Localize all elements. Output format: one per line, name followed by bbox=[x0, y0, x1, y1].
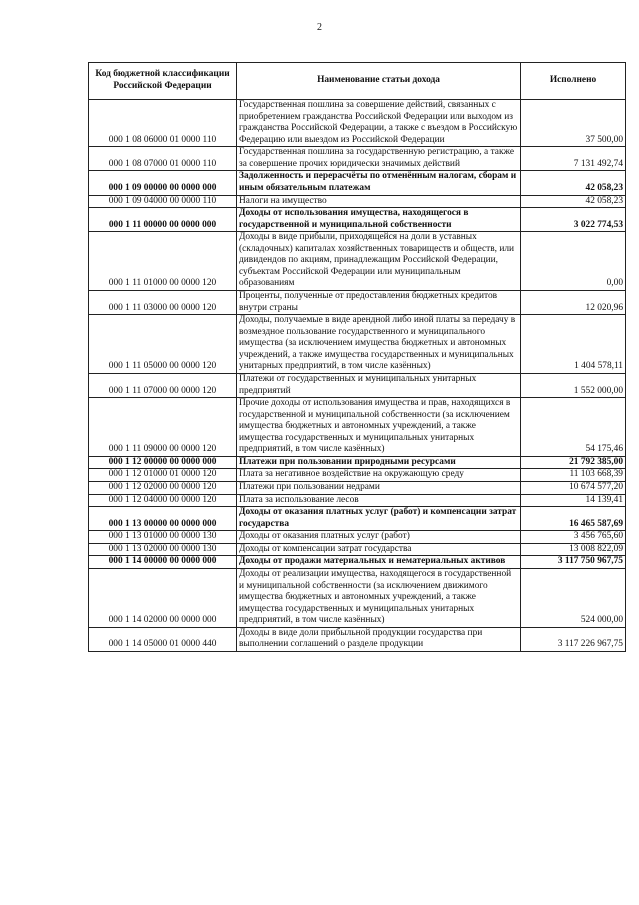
row-amount: 12 020,96 bbox=[521, 291, 626, 315]
row-amount: 37 500,00 bbox=[521, 100, 626, 147]
header-executed: Исполнено bbox=[521, 63, 626, 100]
page-number: 2 bbox=[317, 22, 322, 33]
row-code: 000 1 08 06000 01 0000 110 bbox=[89, 100, 237, 147]
row-name: Задолженность и перерасчёты по отменённым налогам, сборам и иным обязательным платежам bbox=[237, 171, 521, 195]
row-name: Доходы от продажи материальных и нематериальных активов bbox=[237, 556, 521, 569]
row-name: Доходы от компенсации затрат государства bbox=[237, 543, 521, 556]
row-amount: 3 117 750 967,75 bbox=[521, 556, 626, 569]
table-row bbox=[89, 232, 626, 291]
row-name: Прочие доходы от использования имущества и прав, находящихся в государственной и муниципальной собственности (за исключением имущества бюджетных и автономных учреждений, а также имущества государственных и муниципальных унитарных предприятий, в том числе казённых) bbox=[237, 398, 521, 457]
row-code: 000 1 14 02000 00 0000 000 bbox=[89, 568, 237, 627]
row-amount: 1 552 000,00 bbox=[521, 373, 626, 397]
header-name: Наименование статьи дохода bbox=[237, 63, 521, 100]
row-name: Налоги на имущество bbox=[237, 195, 521, 208]
row-code: 000 1 11 09000 00 0000 120 bbox=[89, 398, 237, 457]
row-name: Доходы от реализации имущества, находящегося в государственной и муниципальной собственности (за исключением движимого имущества бюджетных и автономных учреждений, а также имущества государственных и муниципальных унитарных предприятий, в том числе казённых) bbox=[237, 568, 521, 627]
row-name: Доходы от оказания платных услуг (работ) bbox=[237, 531, 521, 544]
row-name: Государственная пошлина за государственную регистрацию, а также за совершение прочих юридически значимых действий bbox=[237, 147, 521, 171]
row-amount: 10 674 577,20 bbox=[521, 482, 626, 495]
row-code: 000 1 09 04000 00 0000 110 bbox=[89, 195, 237, 208]
row-name: Доходы в виде доли прибыльной продукции государства при выполнении соглашений о разделе продукции bbox=[237, 627, 521, 651]
row-code: 000 1 14 00000 00 0000 000 bbox=[89, 556, 237, 569]
revenue-table bbox=[88, 62, 626, 652]
row-name: Доходы от использования имущества, находящегося в государственной и муниципальной собственности bbox=[237, 208, 521, 232]
row-code: 000 1 08 07000 01 0000 110 bbox=[89, 147, 237, 171]
table-header-row bbox=[89, 63, 626, 100]
row-amount: 3 117 226 967,75 bbox=[521, 627, 626, 651]
row-code: 000 1 11 00000 00 0000 000 bbox=[89, 208, 237, 232]
row-name: Проценты, полученные от предоставления бюджетных кредитов внутри страны bbox=[237, 291, 521, 315]
row-amount: 1 404 578,11 bbox=[521, 315, 626, 374]
row-amount: 7 131 492,74 bbox=[521, 147, 626, 171]
row-amount: 21 792 385,00 bbox=[521, 456, 626, 469]
row-name: Платежи при пользовании недрами bbox=[237, 482, 521, 495]
table-row bbox=[89, 494, 626, 507]
table-row bbox=[89, 482, 626, 495]
row-code: 000 1 09 00000 00 0000 000 bbox=[89, 171, 237, 195]
row-amount: 42 058,23 bbox=[521, 171, 626, 195]
table-row bbox=[89, 208, 626, 232]
row-amount: 0,00 bbox=[521, 232, 626, 291]
table-row bbox=[89, 291, 626, 315]
row-amount: 524 000,00 bbox=[521, 568, 626, 627]
table-row bbox=[89, 315, 626, 374]
table-row bbox=[89, 507, 626, 531]
row-name: Государственная пошлина за совершение действий, связанных с приобретением гражданства Российской Федерации или выходом из гражданства Российской Федерации, а также с въездом в Российскую Федерацию или выездом из Российской Федерации bbox=[237, 100, 521, 147]
row-name: Плата за негативное воздействие на окружающую среду bbox=[237, 469, 521, 482]
row-name: Доходы, получаемые в виде арендной либо иной платы за передачу в возмездное пользование государственного и муниципального имущества (за исключением имущества бюджетных и автономных учреждений, а также имущества государственных и муниципальных унитарных предприятий, в том числе казённых) bbox=[237, 315, 521, 374]
table-row bbox=[89, 398, 626, 457]
row-amount: 14 139,41 bbox=[521, 494, 626, 507]
table-row bbox=[89, 556, 626, 569]
row-name: Доходы в виде прибыли, приходящейся на доли в уставных (складочных) капиталах хозяйственных товариществ и обществ, или дивидендов по акциям, принадлежащим Российской Федерации, субъектам Российской Федерации или муниципальным образованиям bbox=[237, 232, 521, 291]
row-code: 000 1 11 05000 00 0000 120 bbox=[89, 315, 237, 374]
row-amount: 3 022 774,53 bbox=[521, 208, 626, 232]
row-code: 000 1 13 02000 00 0000 130 bbox=[89, 543, 237, 556]
row-name: Плата за использование лесов bbox=[237, 494, 521, 507]
table-row bbox=[89, 171, 626, 195]
row-code: 000 1 12 02000 00 0000 120 bbox=[89, 482, 237, 495]
row-code: 000 1 12 04000 00 0000 120 bbox=[89, 494, 237, 507]
row-code: 000 1 13 00000 00 0000 000 bbox=[89, 507, 237, 531]
table-row bbox=[89, 469, 626, 482]
table-row bbox=[89, 456, 626, 469]
table-row bbox=[89, 373, 626, 397]
row-amount: 13 008 822,09 bbox=[521, 543, 626, 556]
row-code: 000 1 11 03000 00 0000 120 bbox=[89, 291, 237, 315]
row-name: Доходы от оказания платных услуг (работ) и компенсации затрат государства bbox=[237, 507, 521, 531]
row-amount: 3 456 765,60 bbox=[521, 531, 626, 544]
table-row bbox=[89, 543, 626, 556]
row-name: Платежи при пользовании природными ресурсами bbox=[237, 456, 521, 469]
table-row bbox=[89, 195, 626, 208]
table-row bbox=[89, 627, 626, 651]
row-code: 000 1 12 01000 01 0000 120 bbox=[89, 469, 237, 482]
table-row bbox=[89, 568, 626, 627]
row-code: 000 1 11 07000 00 0000 120 bbox=[89, 373, 237, 397]
table-row bbox=[89, 147, 626, 171]
row-code: 000 1 11 01000 00 0000 120 bbox=[89, 232, 237, 291]
row-name: Платежи от государственных и муниципальных унитарных предприятий bbox=[237, 373, 521, 397]
table-row bbox=[89, 100, 626, 147]
row-code: 000 1 13 01000 00 0000 130 bbox=[89, 531, 237, 544]
row-amount: 42 058,23 bbox=[521, 195, 626, 208]
row-code: 000 1 14 05000 01 0000 440 bbox=[89, 627, 237, 651]
row-amount: 54 175,46 bbox=[521, 398, 626, 457]
row-amount: 11 103 668,39 bbox=[521, 469, 626, 482]
row-amount: 16 465 587,69 bbox=[521, 507, 626, 531]
table-row bbox=[89, 531, 626, 544]
row-code: 000 1 12 00000 00 0000 000 bbox=[89, 456, 237, 469]
header-code: Код бюджетной классификации Российской Федерации bbox=[89, 63, 237, 100]
